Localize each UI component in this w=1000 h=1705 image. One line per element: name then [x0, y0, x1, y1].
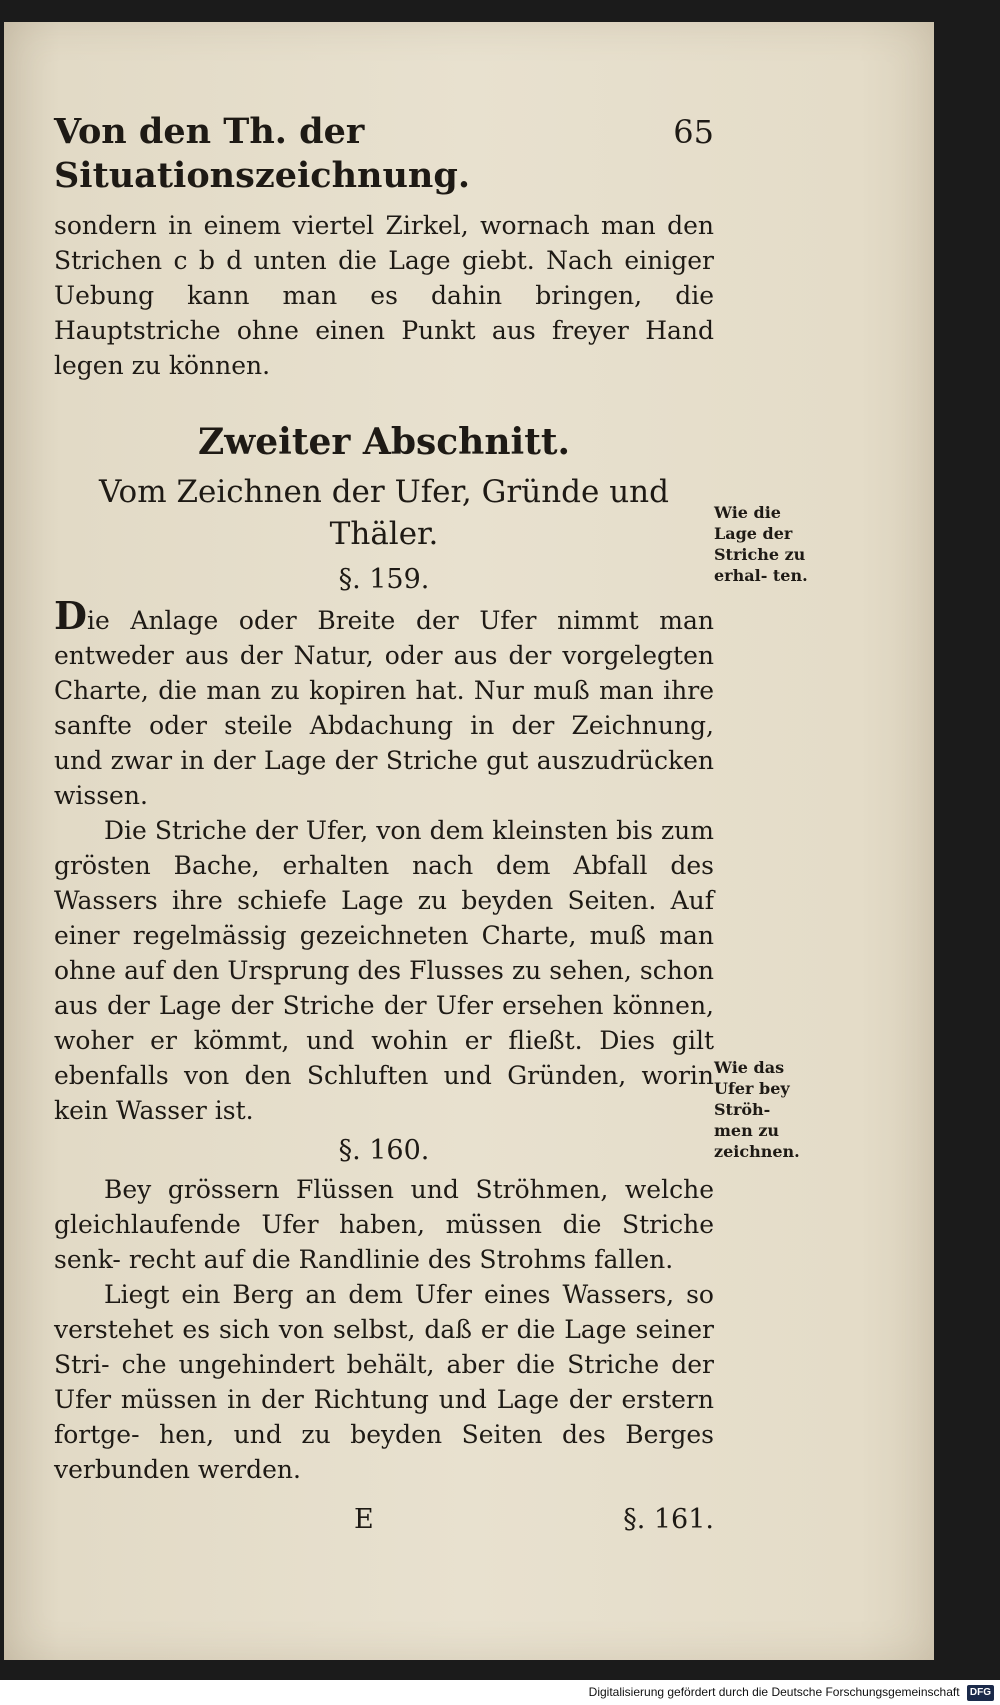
section-159-paragraph-2: Die Striche der Ufer, von dem kleinsten bis zum grösten Bache, erhalten nach dem Abfall des Wassers ihre schiefe Lage zu beyden Seiten. Auf einer regelmässig gezeichneten Charte, muß man ohne auf den Ursprung des Flusses zu sehen, schon aus der Lage der Striche der Ufer ersehen können, woher er kömmt, und wohin er fließt. Dies gilt ebenfalls von den Schluften und Gründen, worin kein Wasser ist.: [54, 816, 714, 1125]
page-footer: [54, 1501, 714, 1539]
page-number: 65: [673, 113, 714, 151]
dfg-logo-icon: DFG: [967, 1685, 994, 1701]
marginal-note-159: Wie die Lage der Striche zu erhal- ten.: [714, 503, 808, 585]
section-159-paragraph-1: [54, 593, 714, 813]
paragraph-number-160: §. 160.: [338, 1135, 430, 1166]
running-title: Von den Th. der Situationszeichnung.: [54, 111, 471, 196]
section-title: Zweiter Abschnitt.: [198, 421, 570, 463]
intro-paragraph: sondern in einem viertel Zirkel, wornach man den Strichen c b d unten die Lage giebt. Nach einiger Uebung kann man es dahin bringen, die Hauptstriche ohne einen Punkt aus freyer Hand legen zu können.: [54, 211, 714, 380]
paragraph-number-159: §. 159.: [338, 564, 430, 595]
signature-mark: E: [354, 1504, 374, 1535]
section-160-paragraph-2: Liegt ein Berg an dem Ufer eines Wassers, so verstehet es sich von selbst, daß er die Lage seiner Stri- che ungehindert behält, aber die Striche der Ufer müssen in der Richtung und Lage der erstern fortge- hen, und zu beyden Seiten des Berges verbunden werden.: [54, 1280, 714, 1484]
section-159-paragraph-1-text: ie Anlage oder Breite der Ufer nimmt man entweder aus der Natur, oder aus der vorgelegten Charte, die man zu kopiren hat. Nur muß man ihre sanfte oder steile Abdachung in der Zeichnung, und zwar in der Lage der Striche gut auszudrücken wissen.: [54, 606, 714, 810]
subsection-title: Vom Zeichnen der Ufer, Gründe und Thäler.: [99, 474, 669, 552]
catchword: §. 161.: [623, 1504, 714, 1535]
drop-cap: D: [54, 593, 87, 638]
credit-bar: [0, 1680, 1000, 1705]
text-column: [54, 110, 714, 1539]
section-160-paragraph-1: Bey grössern Flüssen und Ströhmen, welche gleichlaufende Ufer haben, müssen die Striche senk- recht auf die Randlinie des Strohms fallen.: [54, 1175, 714, 1274]
running-header: [54, 110, 714, 198]
credit-text: Digitalisierung gefördert durch die Deutsche Forschungsgemeinschaft: [588, 1685, 960, 1699]
marginal-note-160: Wie das Ufer bey Ströh- men zu zeichnen.: [714, 1058, 800, 1161]
book-page: [4, 22, 934, 1660]
